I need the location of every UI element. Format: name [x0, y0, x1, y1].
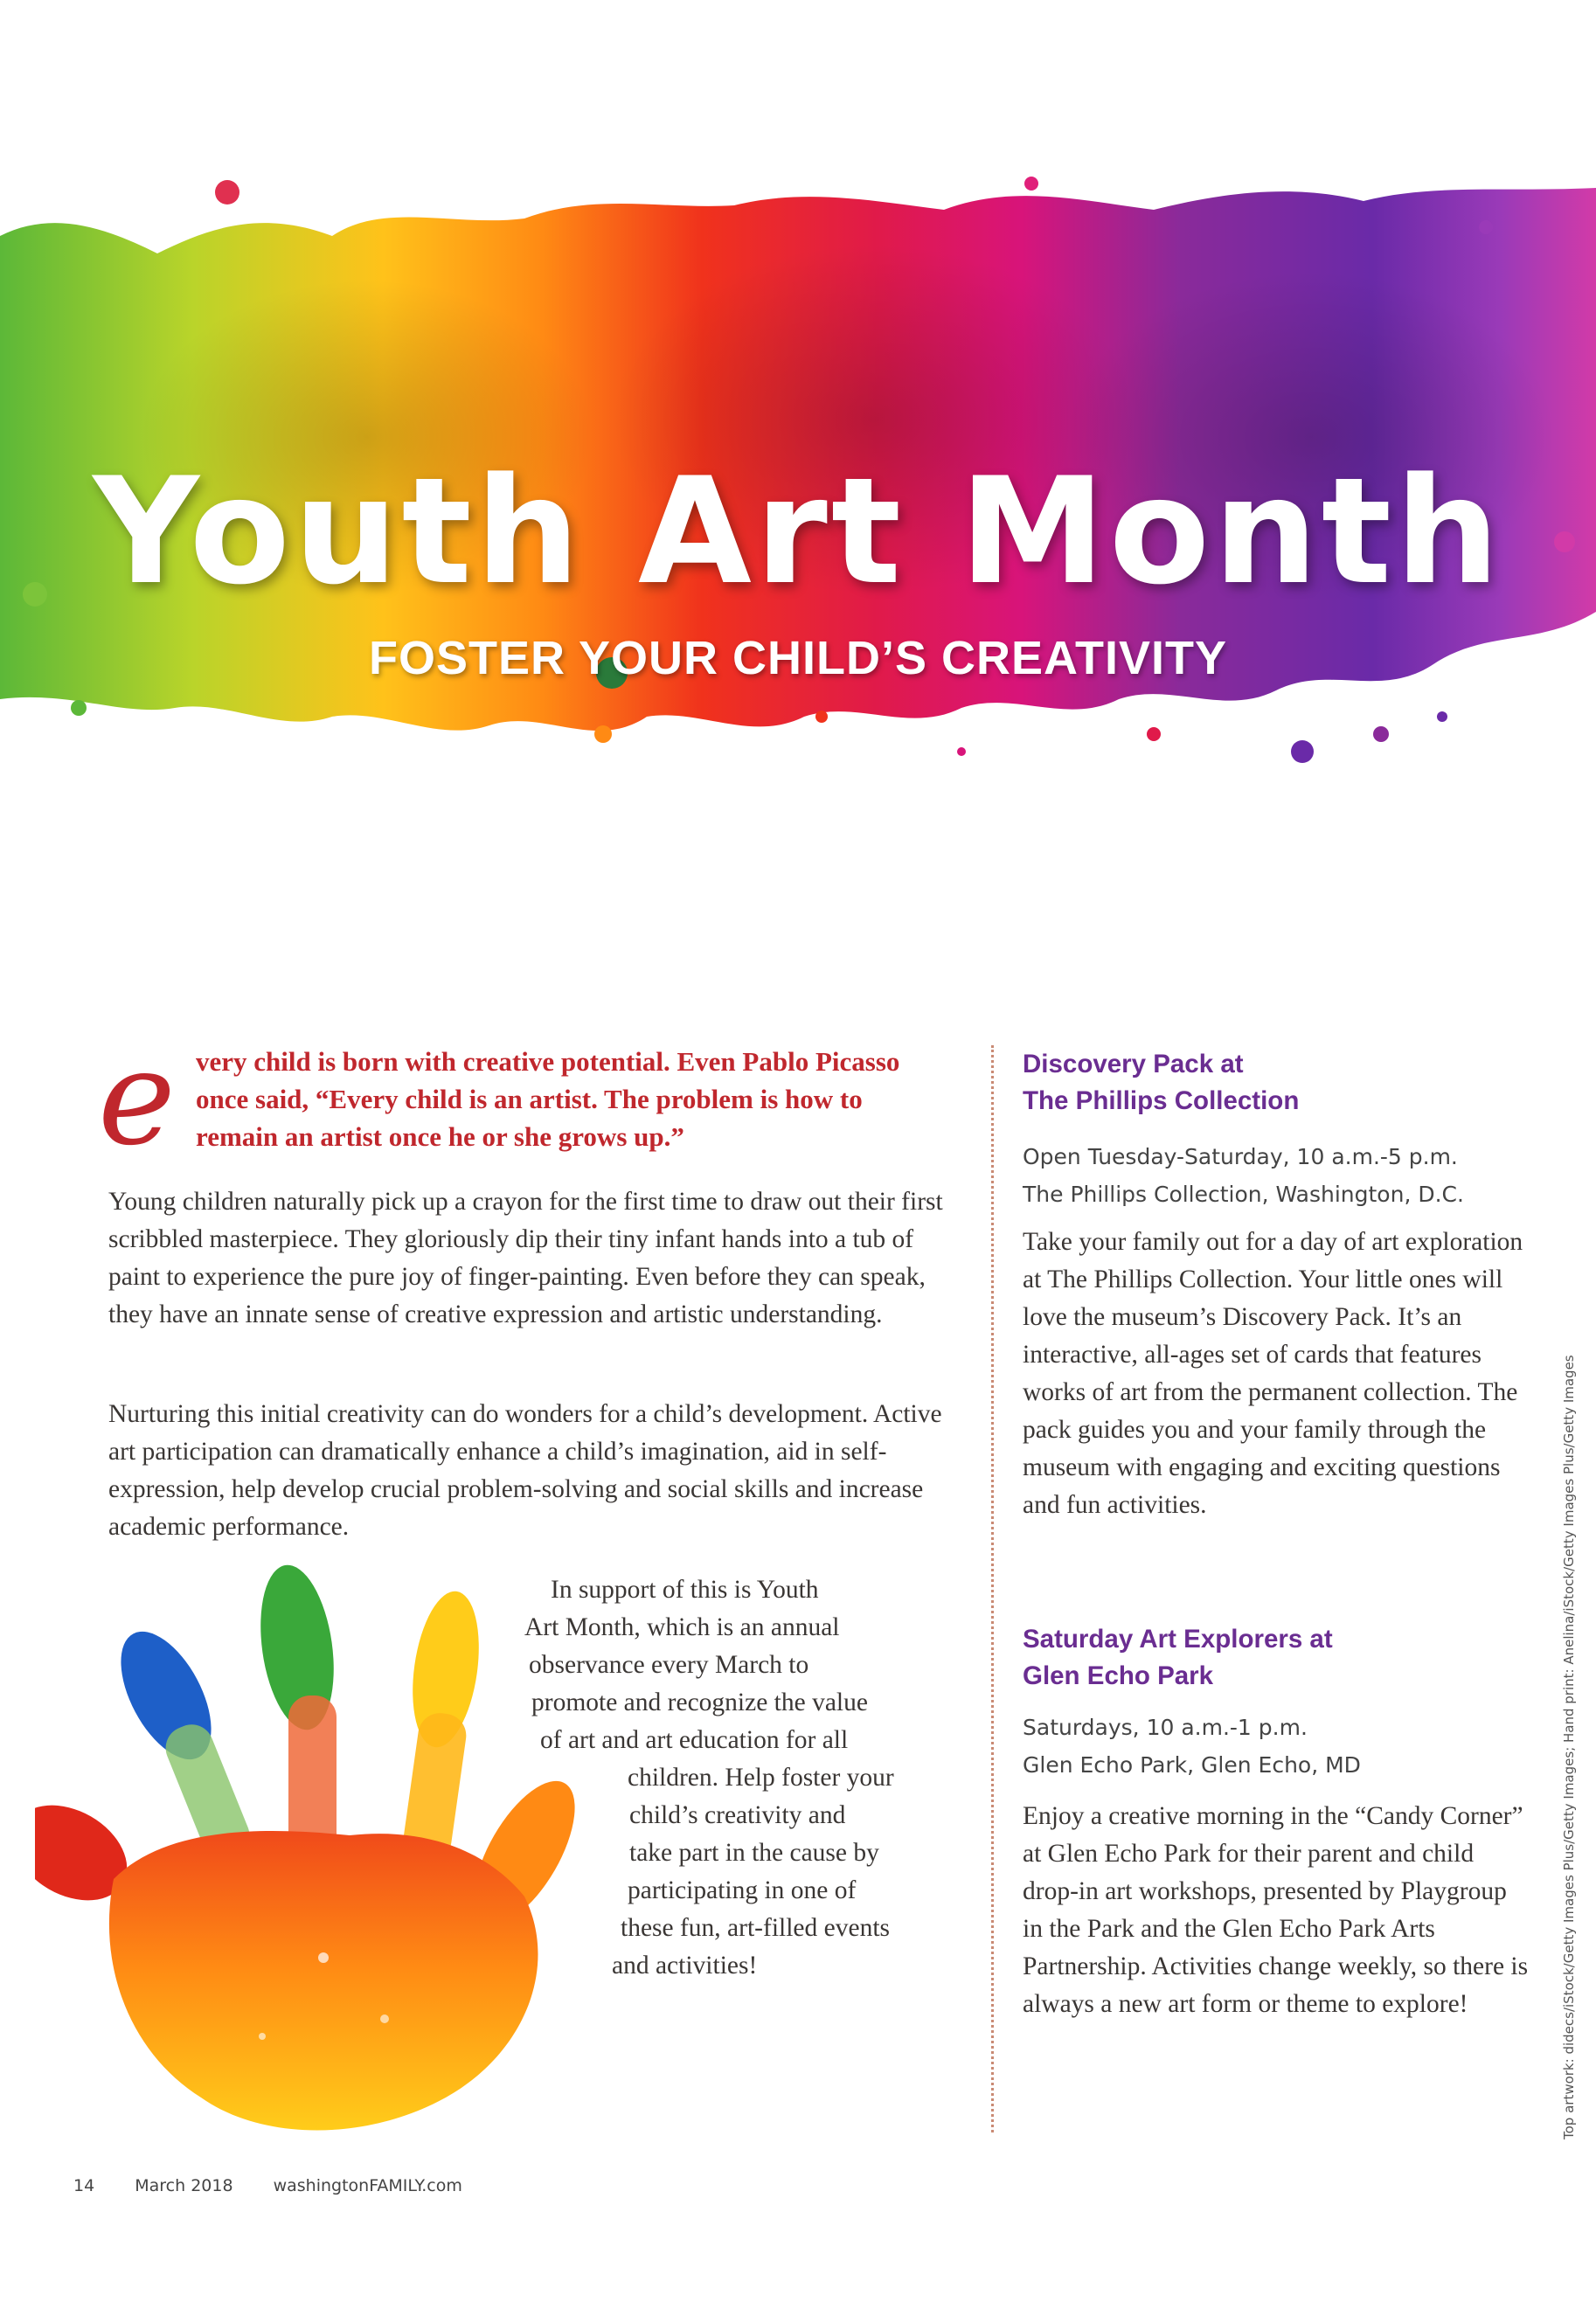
event-location: The Phillips Collection, Washington, D.C. — [1023, 1182, 1464, 1207]
event-hours: Open Tuesday-Saturday, 10 a.m.-5 p.m. — [1023, 1144, 1458, 1169]
event-description: Enjoy a creative morning in the “Candy Corner” at Glen Echo Park for their parent and child drop-in art workshops, presented by Playgroup in the Park and the Glen Echo Park Arts Partnership. Activities change weekly, so there is always a new art form or theme to explore! — [1023, 1802, 1529, 2018]
headline-subtitle: FOSTER YOUR CHILD’S CREATIVITY — [368, 632, 1228, 684]
column-divider — [991, 1045, 994, 2132]
event-title-line: The Phillips Collection — [1023, 1086, 1300, 1115]
support-line: and activities! — [612, 1952, 758, 1980]
site-link[interactable]: washingtonFAMILY.com — [273, 2176, 462, 2195]
support-line: promote and recognize the value — [531, 1689, 868, 1716]
body-paragraph-1: Young children naturally pick up a crayon for the first time to draw out their first scribbled masterpiece. They gloriously dip their tiny infant hands into a tub of paint to experience the pure joy of finger-painting. Even before they can speak, they have an innate sense of creative expression and artistic understanding. — [108, 1188, 943, 1328]
headline-title: Youth Art Month — [93, 446, 1503, 617]
page-number: 14 — [73, 2176, 95, 2195]
event-location: Glen Echo Park, Glen Echo, MD — [1023, 1752, 1361, 1778]
support-line: Art Month, which is an annual — [524, 1613, 840, 1641]
photo-credit: Top artwork: didecs/iStock/Getty Images Plus/Getty Images; Hand print: Anelina/iStock/Getty Images Plus/Getty Images — [1561, 1355, 1577, 2139]
support-line: children. Help foster your — [628, 1764, 894, 1792]
support-line: of art and art education for all — [540, 1726, 849, 1754]
page-footer — [73, 2176, 497, 2195]
support-line: these fun, art-filled events — [621, 1914, 890, 1942]
event-title — [1023, 1621, 1512, 1695]
issue-date: March 2018 — [135, 2176, 233, 2195]
support-paragraph — [489, 1571, 944, 1985]
event-meta — [1023, 1709, 1547, 1784]
event-title — [1023, 1046, 1512, 1120]
event-description: Take your family out for a day of art exploration at The Phillips Collection. Your little ones will love the museum’s Discovery Pack. It’s an interactive, all-ages set of cards that features works of art from the permanent collection. The pack guides you and your family through the museum with engaging and exciting questions and fun activities. — [1023, 1228, 1523, 1519]
event-title-line: Discovery Pack at — [1023, 1050, 1244, 1078]
support-line: participating in one of — [628, 1876, 857, 1904]
support-line: take part in the cause by — [629, 1839, 879, 1867]
event-meta — [1023, 1138, 1547, 1213]
paint-splash-banner — [0, 175, 1596, 1014]
support-line: observance every March to — [529, 1651, 809, 1679]
event-hours: Saturdays, 10 a.m.-1 p.m. — [1023, 1715, 1308, 1740]
drop-cap: e — [98, 1023, 176, 1175]
event-title-line: Glen Echo Park — [1023, 1661, 1214, 1690]
lead-quote: very child is born with creative potential. Even Pablo Picasso once said, “Every child is an artist. The problem is how to remain an artist once he or she grows up.” — [196, 1046, 900, 1152]
event-title-line: Saturday Art Explorers at — [1023, 1625, 1333, 1654]
body-paragraph-2: Nurturing this initial creativity can do wonders for a child’s development. Active art participation can dramatically enhance a child’s imagination, aid in self-expression, help develop crucial problem-solving and social skills and increase academic performance. — [108, 1400, 942, 1541]
support-line: child’s creativity and — [629, 1801, 846, 1829]
support-line: In support of this is Youth — [551, 1576, 819, 1604]
